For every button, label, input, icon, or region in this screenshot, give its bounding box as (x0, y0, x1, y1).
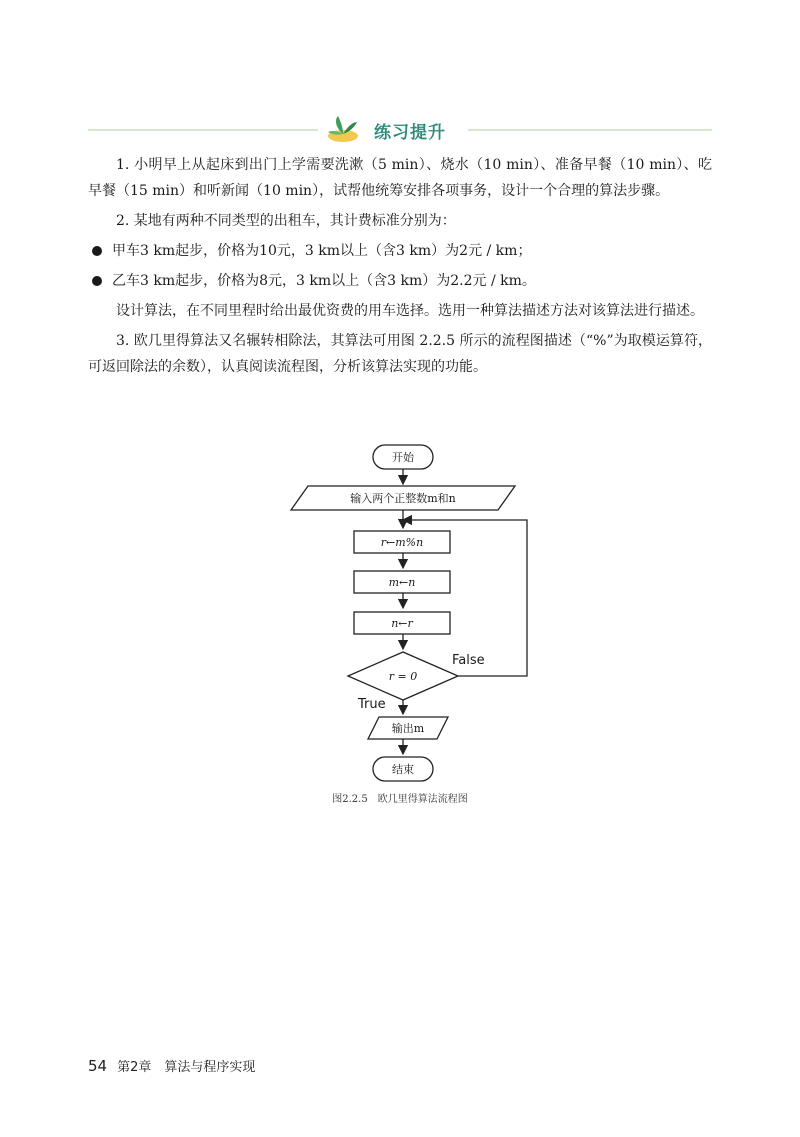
step2-label: m←n (388, 576, 416, 589)
problem-2-intro: 2. 某地有两种不同类型的出租车，其计费标准分别为： (116, 213, 456, 229)
section-header (88, 112, 712, 148)
step3-label: n←r (391, 617, 413, 630)
true-label: True (358, 697, 386, 712)
decision-label: r = 0 (388, 670, 418, 683)
bullet-dot-icon (92, 276, 102, 286)
problem-1: 1. 小明早上从起床到出门上学需要洗漱（5 min）、烧水（10 min）、准备早餐（10 min）、吃早餐（15 min）和听新闻（10 min），试帮他统筹安排各项事务，设计一个合理的算法步骤。 (88, 157, 712, 199)
chapter-title: 第2章 算法与程序实现 (117, 1060, 256, 1075)
problem-2-bullet-1 (88, 238, 712, 264)
end-label: 结束 (392, 763, 414, 776)
page-footer (88, 1056, 255, 1075)
input-label: 输入两个正整数m和n (350, 492, 456, 505)
problem-list (88, 152, 712, 384)
page-number: 54 (88, 1057, 108, 1075)
problem-2-task: 设计算法，在不同里程时给出最优资费的用车选择。选用一种算法描述方法对该算法进行描述。 (116, 303, 704, 319)
header-rule-left (88, 129, 318, 131)
section-title: 练习提升 (374, 123, 446, 143)
start-label: 开始 (392, 451, 414, 464)
output-label: 输出m (391, 722, 425, 735)
bullet-dot-icon (92, 246, 102, 256)
problem-3: 3. 欧几里得算法又名辗转相除法，其算法可用图 2.2.5 所示的流程图描述（“%”为取模运算符，可返回除法的余数），认真阅读流程图，分析该算法实现的功能。 (88, 333, 712, 375)
header-rule-right (468, 129, 712, 131)
leaf-logo-icon (326, 114, 360, 144)
step1-label: r←m%n (380, 536, 424, 549)
euclid-flowchart (280, 440, 530, 785)
bullet-1-text: 甲车3 km起步，价格为10元，3 km以上（含3 km）为2元 / km； (112, 243, 532, 259)
bullet-2-text: 乙车3 km起步，价格为8元，3 km以上（含3 km）为2.2元 / km。 (112, 273, 536, 289)
false-label: False (452, 653, 485, 668)
problem-2-bullet-2 (88, 268, 712, 294)
figure-caption: 图2.2.5 欧几里得算法流程图 (332, 794, 468, 805)
